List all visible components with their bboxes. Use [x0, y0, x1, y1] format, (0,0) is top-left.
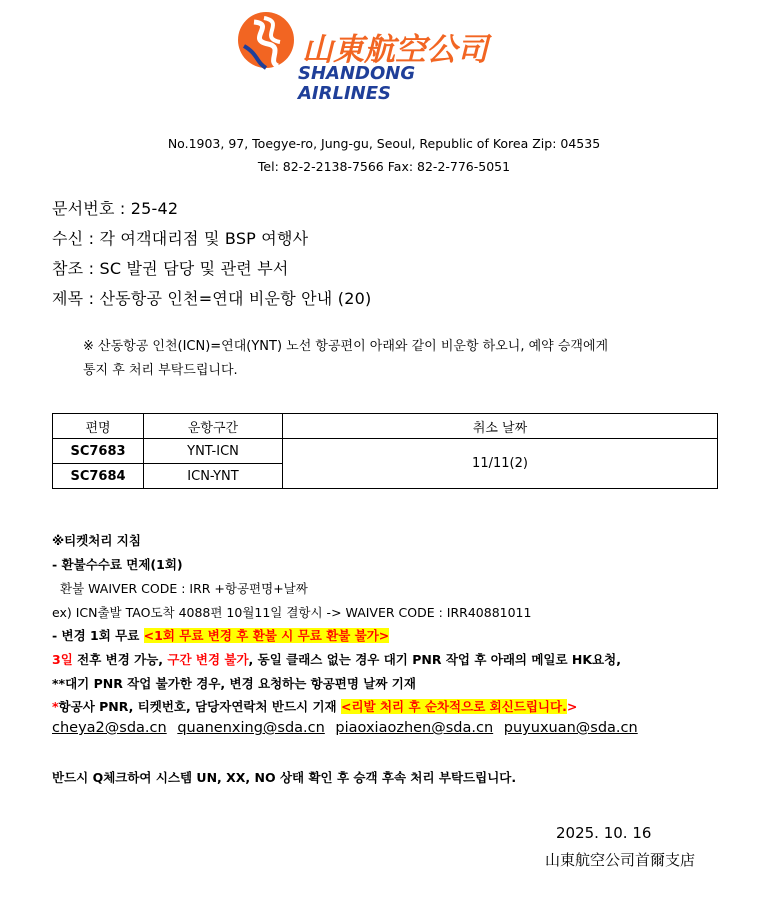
required-star: *	[52, 699, 59, 714]
guide-line-waiver: 환불 WAIVER CODE : IRR +항공편명+날짜	[60, 581, 308, 596]
table-header-row	[53, 414, 718, 439]
conditions-text-2: , 동일 클래스 없는 경우 대기 PNR 작업 후 아래의 메일로 HK요청,	[248, 652, 621, 667]
flight-route: ICN-YNT	[144, 464, 283, 489]
route-change-red: 구간 변경 불가	[167, 652, 249, 667]
signature: 山東航空公司首爾支店	[545, 851, 696, 869]
logo-chinese-text: 山東航空公司	[302, 32, 488, 68]
reference: 참조 : SC 발권 담당 및 관련 부서	[52, 259, 289, 278]
change-text: - 변경 1회 무료	[52, 628, 144, 643]
email-link[interactable]: puyuxuan@sda.cn	[503, 720, 638, 736]
recipient: 수신 : 각 여객대리점 및 BSP 여행사	[52, 229, 309, 248]
guide-line-change	[52, 626, 389, 644]
required-highlight: <리발 처리 후 순차적으로 회신드립니다.	[341, 699, 567, 714]
flight-route: YNT-ICN	[144, 439, 283, 464]
company-address: No.1903, 97, Toegye-ro, Jung-gu, Seoul, Republic of Korea Zip: 04535	[167, 136, 601, 151]
days-red: 3일	[52, 652, 73, 667]
email-list	[52, 720, 644, 736]
notice-paragraph	[83, 335, 713, 383]
required-text: 항공사 PNR, 티켓번호, 담당자연락처 반드시 기재	[58, 699, 341, 714]
cancellation-table	[52, 413, 718, 489]
email-link[interactable]: piaoxiaozhen@sda.cn	[335, 720, 494, 736]
table-row	[53, 439, 718, 464]
subject: 제목 : 산동항공 인천=연대 비운항 안내 (20)	[52, 289, 372, 308]
guide-line-required	[52, 697, 577, 715]
company-phone: Tel: 82-2-2138-7566 Fax: 82-2-776-5051	[257, 159, 511, 174]
conditions-text-1: 전후 변경 가능,	[72, 652, 168, 667]
header-cancel-date: 취소 날짜	[283, 414, 718, 439]
email-link[interactable]: quanenxing@sda.cn	[177, 720, 325, 736]
guide-line-waitlist: **대기 PNR 작업 불가한 경우, 변경 요청하는 항공편명 날짜 기재	[52, 676, 416, 691]
cancel-date: 11/11(2)	[283, 439, 718, 489]
document-number: 문서번호 : 25-42	[52, 199, 179, 218]
logo-english-text-1: SHANDONG	[298, 63, 416, 84]
guide-title: ※티켓처리 지침	[52, 533, 141, 548]
document-date: 2025. 10. 16	[556, 824, 652, 842]
closing-note: 반드시 Q체크하여 시스템 UN, XX, NO 상태 확인 후 승객 후속 처리 부탁드립니다.	[52, 770, 517, 785]
change-highlight: <1회 무료 변경 후 환불 시 무료 환불 불가>	[143, 628, 390, 643]
guide-line-conditions	[52, 650, 621, 668]
company-logo	[236, 10, 526, 110]
guide-line-refund-fee: - 환불수수료 면제(1회)	[52, 557, 183, 572]
email-link[interactable]: cheya2@sda.cn	[52, 720, 167, 736]
notice-line-1: ※ 산동항공 인천(ICN)=연대(YNT) 노선 항공편이 아래와 같이 비운항 하오니, 예약 승객에게	[83, 339, 609, 354]
logo-english-text-2: AIRLINES	[298, 83, 391, 104]
flight-number: SC7684	[53, 464, 144, 489]
notice-line-2: 통지 후 처리 부탁드립니다.	[83, 363, 238, 378]
guide-line-example: ex) ICN출발 TAO도착 4088편 10월11일 결항시 -> WAIVER CODE : IRR40881011	[52, 605, 532, 620]
header-flight: 편명	[53, 414, 144, 439]
header-route: 운항구간	[144, 414, 283, 439]
flight-number: SC7683	[53, 439, 144, 464]
required-end: >	[566, 699, 578, 714]
